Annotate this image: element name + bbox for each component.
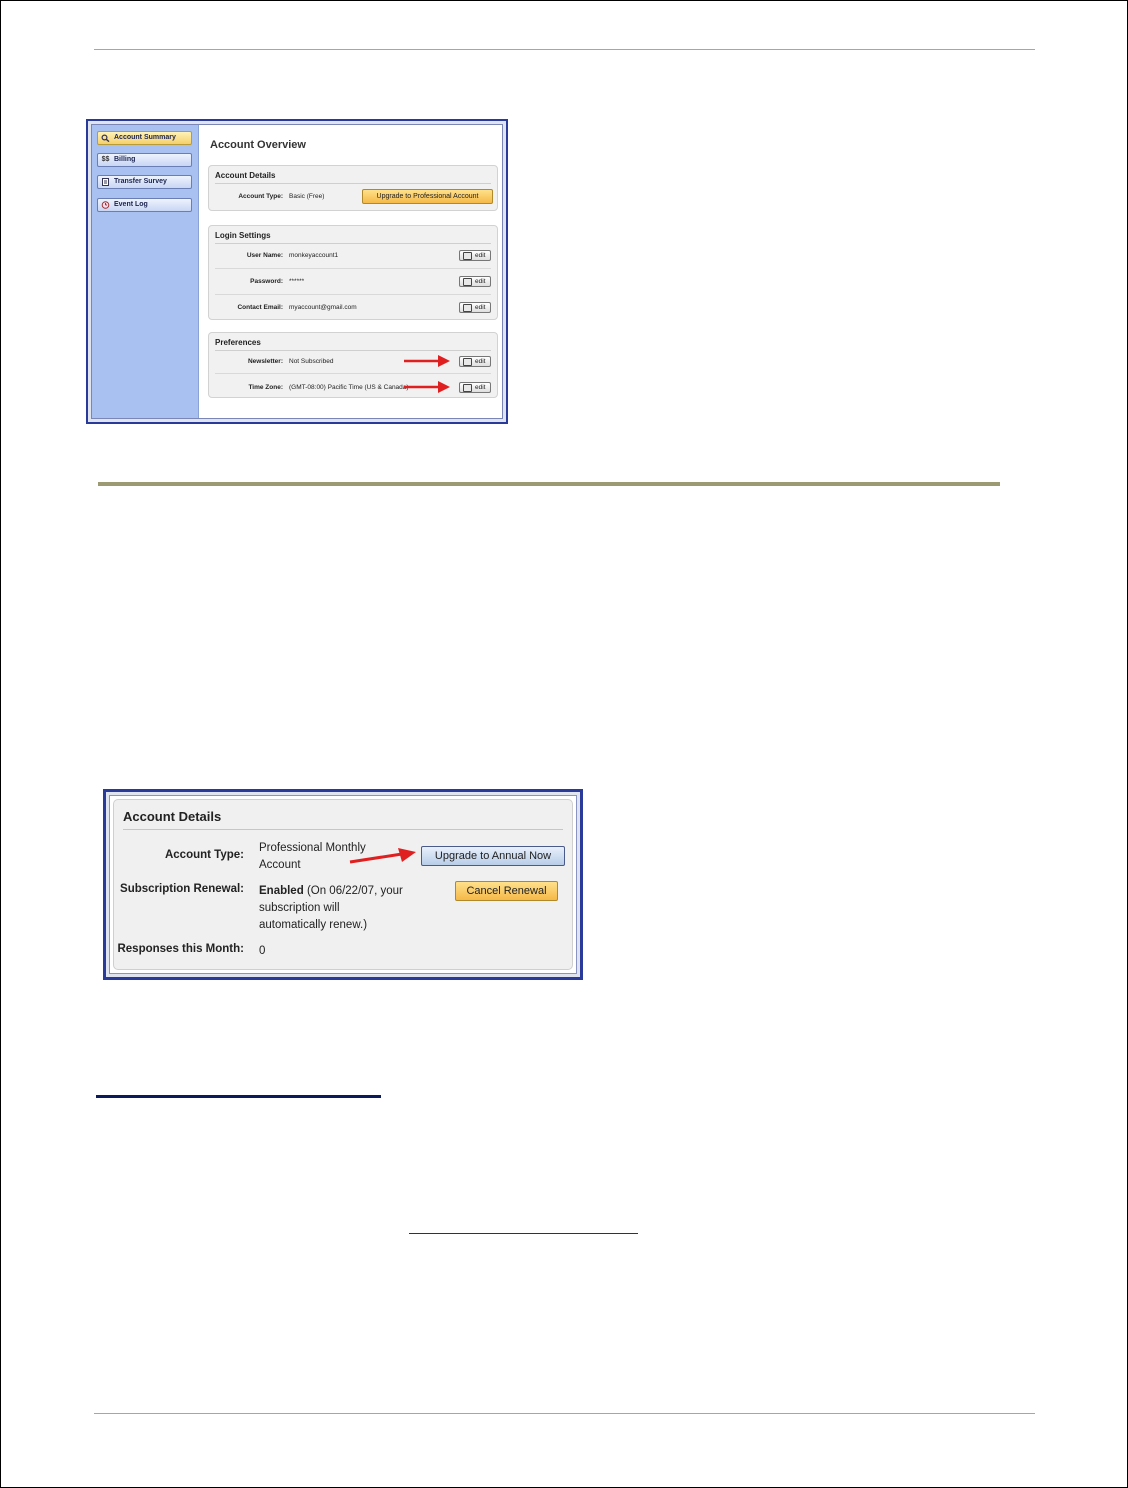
time-zone-value: (GMT-08:00) Pacific Time (US & Canada) [289,384,409,391]
magnifier-icon [101,134,110,142]
login-settings-panel [208,225,498,320]
heading-underline [96,1095,381,1098]
red-arrow-icon [404,381,450,393]
panel-heading: Account Details [123,809,222,824]
cancel-renewal-button[interactable]: Cancel Renewal [455,881,558,901]
divider [123,829,563,830]
edit-icon [463,278,472,286]
page-title: Account Overview [210,139,306,151]
panel-heading: Account Details [215,171,276,180]
section-divider [98,482,1000,486]
responses-label: Responses this Month: [117,943,244,955]
subscription-renewal-value [259,883,403,934]
footer-rule [94,1413,1035,1414]
account-overview-main [204,125,502,418]
edit-icon [463,384,472,392]
edit-time-zone-button[interactable] [459,382,491,393]
row-divider [215,294,491,295]
responses-value: 0 [259,945,266,957]
link-underline[interactable] [409,1233,638,1234]
sidebar-item-label: Account Summary [114,134,176,141]
preferences-panel [208,332,498,398]
subscription-renewal-label: Subscription Renewal: [120,883,244,895]
account-details-window [109,795,577,974]
sidebar-item-event-log[interactable] [97,198,192,212]
sidebar-item-label: Billing [114,156,136,163]
password-label: Password: [250,278,283,285]
red-arrow-icon [404,355,450,367]
edit-contact-email-button[interactable] [459,302,491,313]
upgrade-annual-button[interactable]: Upgrade to Annual Now [421,846,565,866]
row-divider [215,373,491,374]
account-details-panel [113,799,573,970]
account-details-screenshot [103,789,583,980]
document-icon [101,178,110,186]
edit-button-label: edit [475,278,486,285]
sidebar-item-label: Event Log [114,201,148,208]
renewal-note-line-2: subscription will [259,902,340,914]
time-zone-label: Time Zone: [248,384,283,391]
contact-email-label: Contact Email: [237,304,283,311]
divider [215,183,491,184]
edit-icon [463,304,472,312]
newsletter-value: Not Subscribed [289,358,334,365]
account-type-value: Basic (Free) [289,193,325,200]
renewal-note-line-1: (On 06/22/07, your [306,885,403,897]
edit-username-button[interactable] [459,250,491,261]
username-label: User Name: [246,252,283,259]
header-rule [94,49,1035,50]
account-details-panel [208,165,498,211]
divider [215,350,491,351]
account-overview-window [91,124,503,419]
edit-password-button[interactable] [459,276,491,287]
sidebar-item-transfer-survey[interactable] [97,175,192,189]
edit-icon [463,358,472,366]
account-overview-screenshot [86,119,508,424]
contact-email-value: myaccount@gmail.com [289,304,357,311]
edit-button-label: edit [475,358,486,365]
divider [215,243,491,244]
newsletter-label: Newsletter: [247,358,283,365]
sidebar-item-billing[interactable] [97,153,192,167]
renewal-note-line-3: automatically renew.) [259,919,368,931]
row-divider [215,268,491,269]
upgrade-professional-button[interactable]: Upgrade to Professional Account [362,189,493,204]
edit-button-label: edit [475,252,486,259]
edit-button-label: edit [475,384,486,391]
renewal-status: Enabled [259,885,304,897]
account-type-line-2: Account [259,859,301,871]
dollar-icon: $$ [101,156,110,163]
sidebar-item-account-summary[interactable] [97,131,192,145]
clock-icon [101,201,110,209]
account-type-label: Account Type: [164,849,244,861]
username-value: monkeyaccount1 [289,252,339,259]
sidebar [92,125,199,418]
edit-button-label: edit [475,304,486,311]
sidebar-item-label: Transfer Survey [114,178,167,185]
edit-newsletter-button[interactable] [459,356,491,367]
account-type-line-1: Professional Monthly [259,842,366,854]
edit-icon [463,252,472,260]
panel-heading: Login Settings [215,231,271,240]
panel-heading: Preferences [215,338,261,347]
red-arrow-icon [350,848,416,866]
account-type-label: Account Type: [238,193,283,200]
password-value: ****** [289,278,305,285]
